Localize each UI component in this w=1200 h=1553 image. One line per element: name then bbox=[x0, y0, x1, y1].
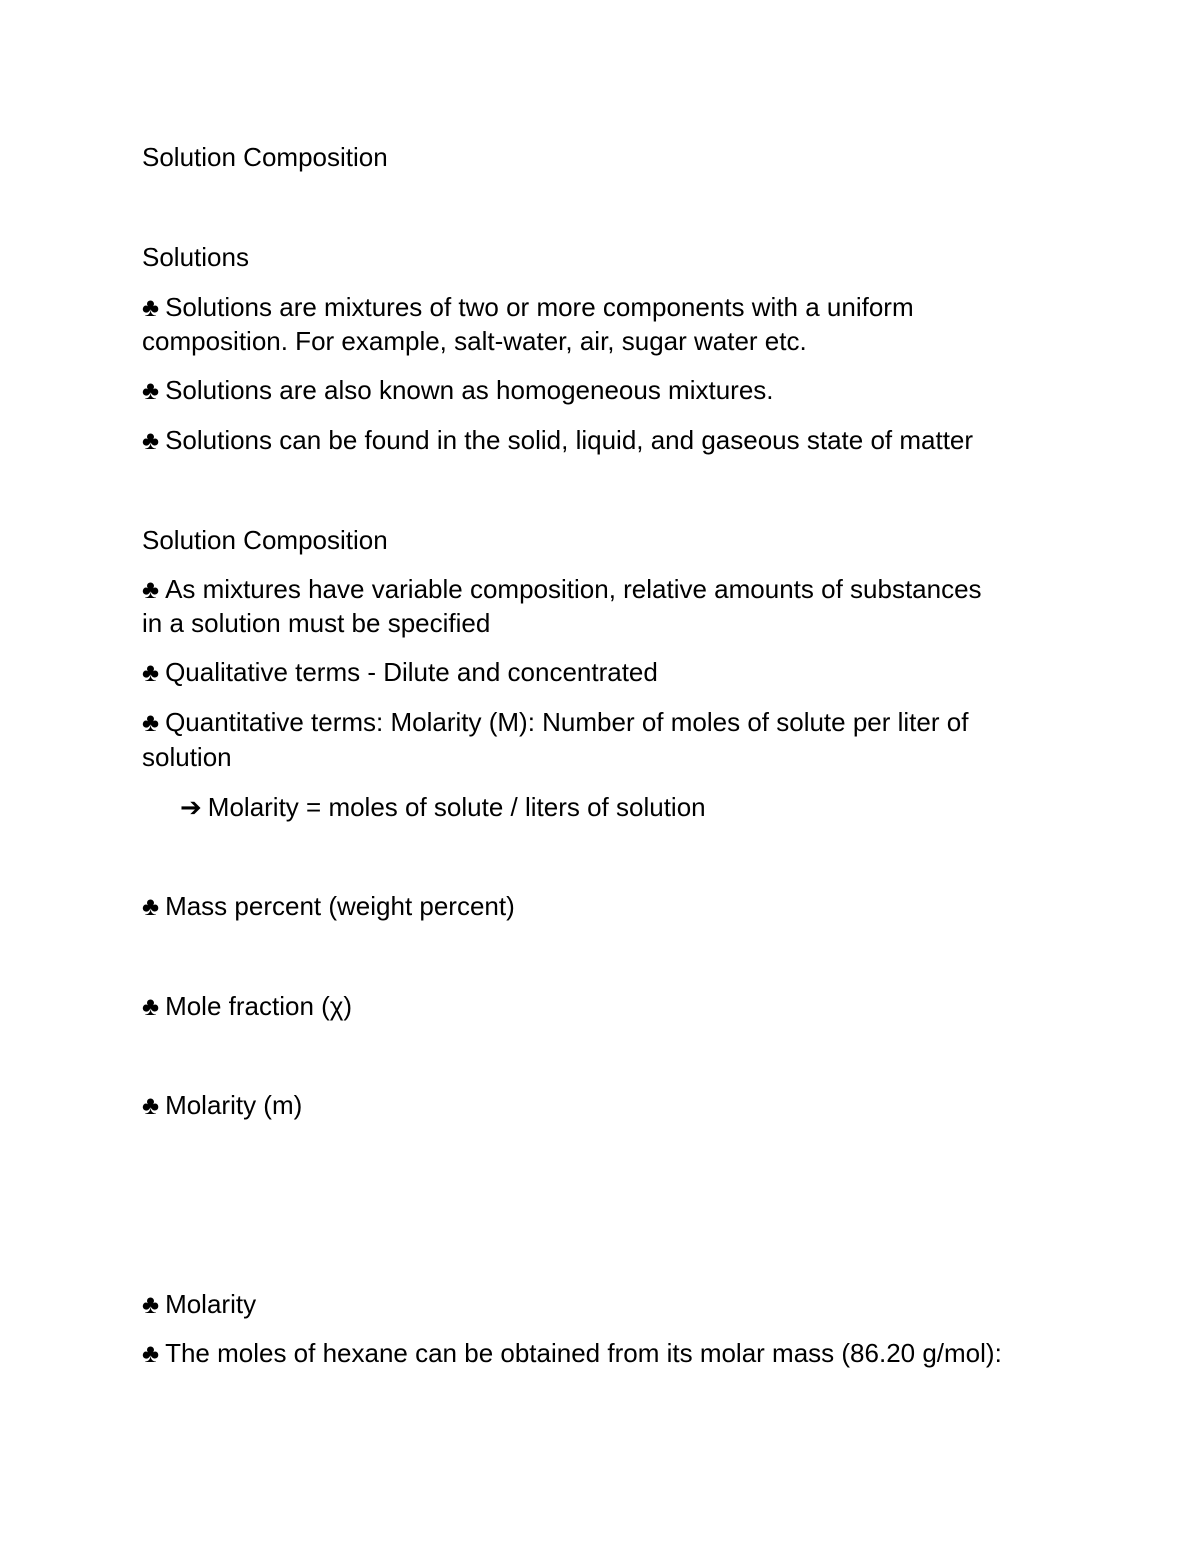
club-bullet-icon: ♣ bbox=[142, 292, 160, 322]
sub-bullet-text: Molarity = moles of solute / liters of solution bbox=[207, 792, 706, 822]
bullet-text: Molarity (m) bbox=[165, 1090, 303, 1120]
club-bullet-icon: ♣ bbox=[142, 891, 160, 921]
club-bullet-icon: ♣ bbox=[142, 991, 160, 1021]
bullet-text: Molarity bbox=[165, 1289, 257, 1319]
bullet-item bbox=[142, 1287, 256, 1322]
club-bullet-icon: ♣ bbox=[142, 1090, 160, 1120]
club-bullet-icon: ♣ bbox=[142, 375, 160, 405]
bullet-text: As mixtures have variable composition, relative amounts of substances bbox=[165, 574, 982, 604]
bullet-item bbox=[142, 989, 352, 1024]
document-title: Solution Composition bbox=[142, 142, 388, 172]
bullet-continuation: composition. For example, salt-water, air, sugar water etc. bbox=[142, 326, 807, 356]
bullet-text: Qualitative terms - Dilute and concentrated bbox=[165, 657, 658, 687]
section-heading-solutions: Solutions bbox=[142, 242, 249, 272]
bullet-item bbox=[142, 373, 774, 408]
club-bullet-icon: ♣ bbox=[142, 425, 160, 455]
bullet-continuation: in a solution must be specified bbox=[142, 608, 491, 638]
bullet-item bbox=[142, 572, 982, 607]
bullet-text: Solutions are also known as homogeneous mixtures. bbox=[165, 375, 774, 405]
bullet-item bbox=[142, 655, 658, 690]
bullet-item bbox=[142, 1088, 302, 1123]
bullet-item bbox=[142, 423, 973, 458]
bullet-item bbox=[142, 705, 968, 740]
bullet-text: Mole fraction (χ) bbox=[165, 991, 353, 1021]
club-bullet-icon: ♣ bbox=[142, 1289, 160, 1319]
bullet-text: Solutions are mixtures of two or more components with a uniform bbox=[165, 292, 914, 322]
bullet-item bbox=[142, 889, 515, 924]
sub-bullet-item bbox=[180, 790, 706, 825]
section-heading-composition: Solution Composition bbox=[142, 525, 388, 555]
club-bullet-icon: ♣ bbox=[142, 707, 160, 737]
bullet-text: Solutions can be found in the solid, liquid, and gaseous state of matter bbox=[165, 425, 974, 455]
bullet-text: Mass percent (weight percent) bbox=[165, 891, 515, 921]
bullet-continuation: solution bbox=[142, 742, 232, 772]
bullet-item bbox=[142, 290, 914, 325]
club-bullet-icon: ♣ bbox=[142, 574, 160, 604]
club-bullet-icon: ♣ bbox=[142, 1338, 160, 1368]
bullet-item bbox=[142, 1336, 1002, 1371]
bullet-text: The moles of hexane can be obtained from its molar mass (86.20 g/mol): bbox=[165, 1338, 1002, 1368]
club-bullet-icon: ♣ bbox=[142, 657, 160, 687]
arrow-right-icon: ➔ bbox=[180, 792, 202, 822]
bullet-text: Quantitative terms: Molarity (M): Number of moles of solute per liter of bbox=[165, 707, 969, 737]
